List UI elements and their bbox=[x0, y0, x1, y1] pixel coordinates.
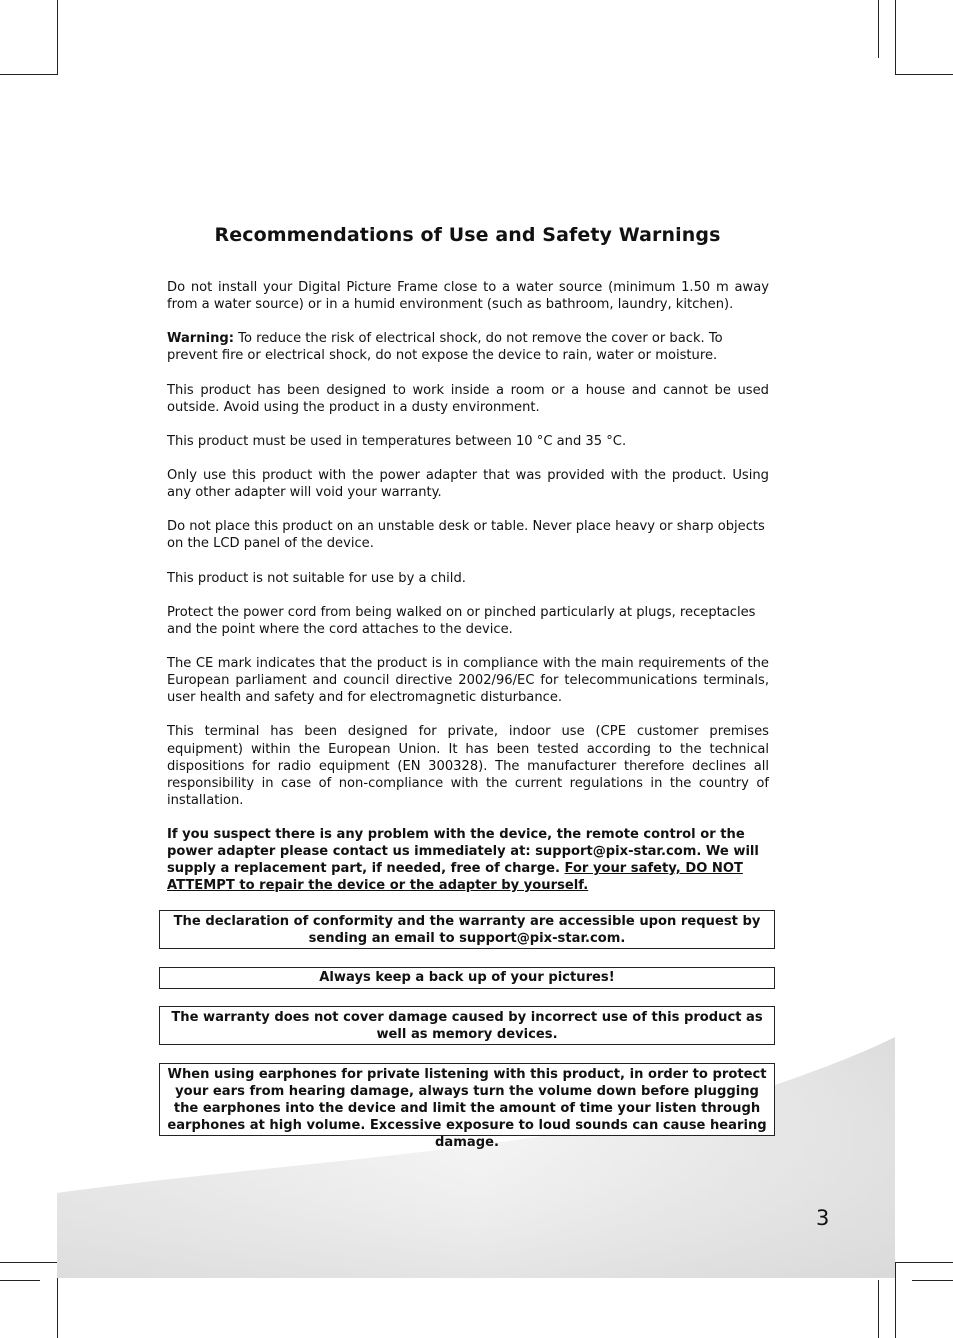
paragraph: Do not install your Digital Picture Frame close to a water source (minimum 1.50 m away from a water source) or in a humid environment (such as bathroom, laundry, kitchen). bbox=[167, 280, 769, 313]
paragraph: The CE mark indicates that the product is in compliance with the main requirements of the European parliament and council directive 2002/96/EC for telecommunications terminals, user health and safety and for electromagnetic disturbance. bbox=[167, 656, 769, 706]
earphones-box: When using earphones for private listening with this product, in order to protect your ears from hearing damage, always turn the volume down before plugging the earphones into the device and limit the amount of time your listen through earphones at high volume. Excessive exposure to loud sounds can cause hearing damage. bbox=[159, 1063, 775, 1136]
paragraph: Only use this product with the power adapter that was provided with the product. Using any other adapter will void your warranty. bbox=[167, 468, 769, 501]
paragraph: This terminal has been designed for private, indoor use (CPE customer premises equipment) within the European Union. It has been tested according to the technical dispositions for radio equipment (EN 300328). The manufacturer therefore declines all responsibility in case of non-compliance with the current regulations in the country of installation. bbox=[167, 724, 769, 808]
paragraph bbox=[167, 330, 769, 364]
paragraph: This product has been designed to work inside a room or a house and cannot be used outside. Avoid using the product in a dusty environment. bbox=[167, 382, 769, 415]
paragraph: Do not place this product on an unstable desk or table. Never place heavy or sharp objects on the LCD panel of the device. bbox=[167, 519, 765, 552]
warning-label: Warning: bbox=[167, 331, 235, 347]
safety-warning: For your safety, DO NOT ATTEMPT to repair the device or the adapter by yourself. bbox=[167, 861, 743, 894]
paragraph: This product is not suitable for use by a child. bbox=[167, 570, 466, 586]
backup-box: Always keep a back up of your pictures! bbox=[159, 967, 775, 989]
support-text: If you suspect there is any problem with the device, the remote control or the power adapter please contact us immediately at: support@pix-star.com. We will supply a replacement part, if needed, free of charge. bbox=[167, 827, 759, 877]
declaration-box: The declaration of conformity and the warranty are accessible upon request by sending an email to support@pix-star.com. bbox=[159, 910, 775, 949]
support-paragraph bbox=[167, 826, 769, 894]
page-title: Recommendations of Use and Safety Warnings bbox=[214, 224, 721, 246]
paragraph: This product must be used in temperatures between 10 °C and 35 °C. bbox=[167, 433, 627, 449]
warning-text: To reduce the risk of electrical shock, do not remove the cover or back. To prevent fire or electrical shock, do not expose the device to rain, water or moisture. bbox=[167, 331, 723, 364]
page-number: 3 bbox=[816, 1206, 830, 1230]
warranty-box: The warranty does not cover damage caused by incorrect use of this product as well as memory devices. bbox=[159, 1006, 775, 1045]
paragraph: Protect the power cord from being walked on or pinched particularly at plugs, receptacles and the point where the cord attaches to the device. bbox=[167, 604, 756, 637]
body-text bbox=[167, 279, 769, 911]
